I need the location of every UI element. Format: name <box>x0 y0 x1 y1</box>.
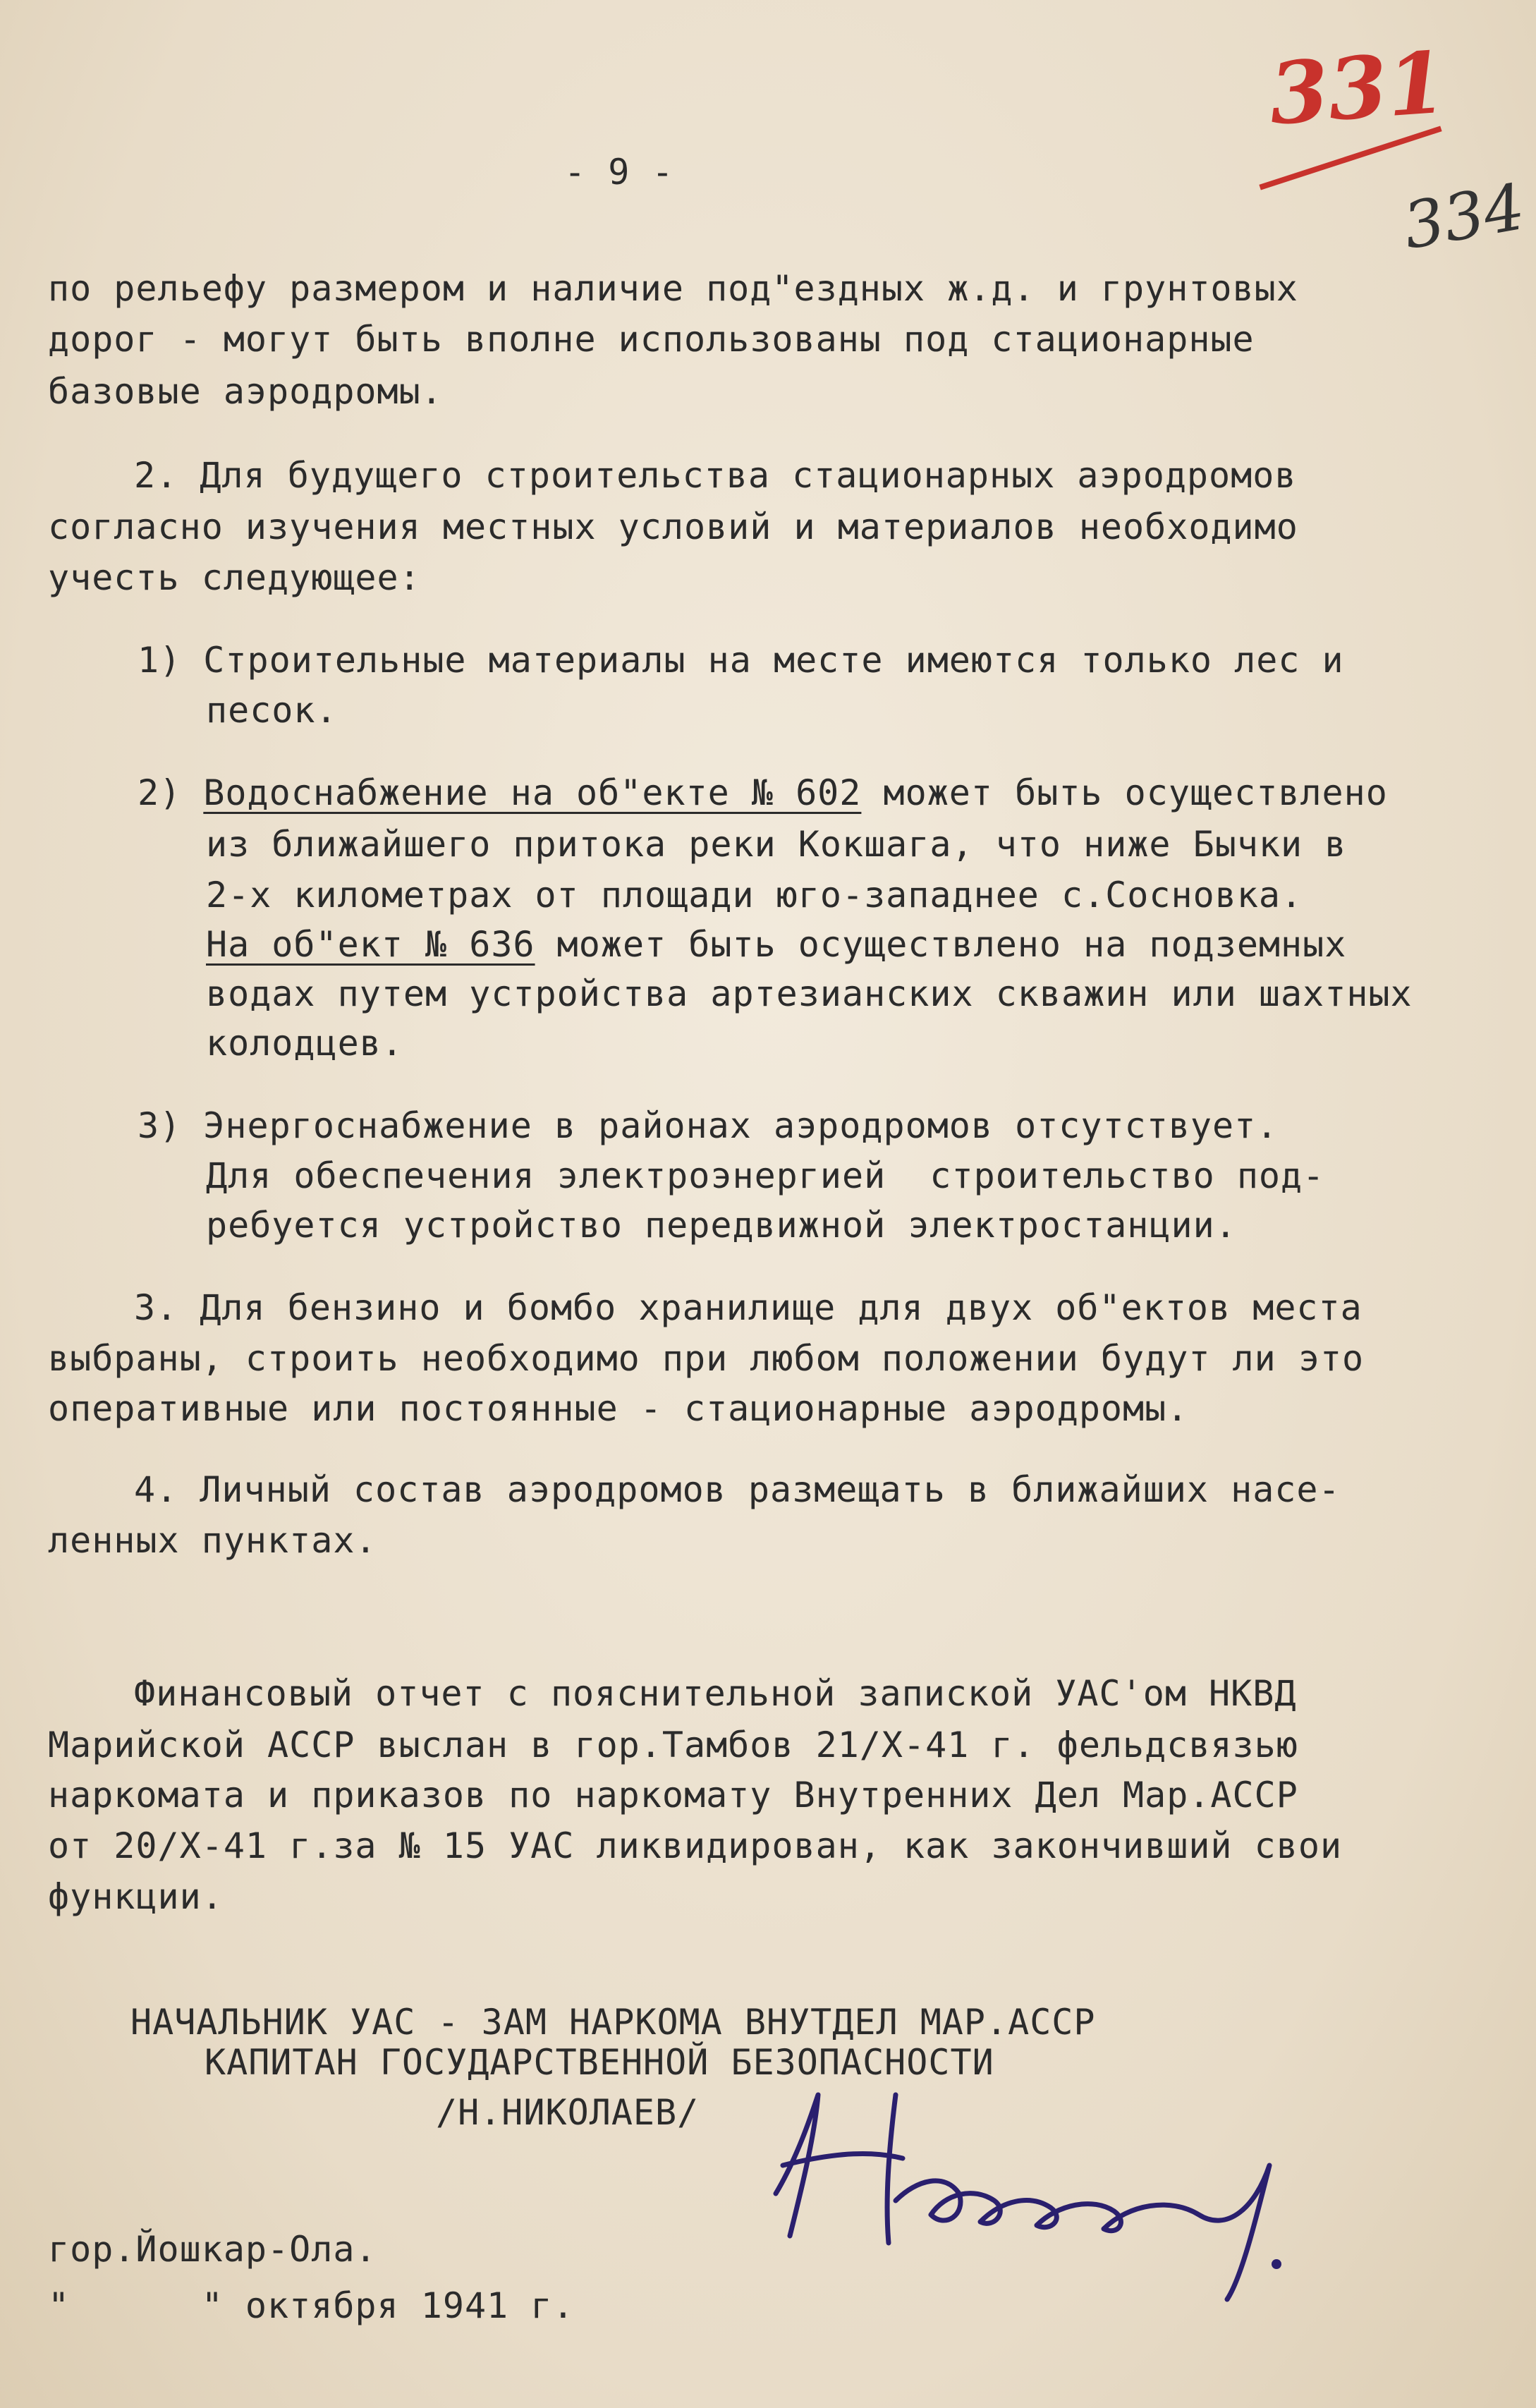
paragraph-line: базовые аэродромы. <box>48 371 443 412</box>
date: " " октября 1941 г. <box>48 2285 575 2326</box>
point-2-heading: 2. Для будущего строительства стационарных аэродромов <box>134 455 1297 496</box>
archive-number-pencil: 334 <box>1398 169 1530 264</box>
item-2-line: колодцев. <box>206 1023 403 1064</box>
place: гор.Йошкар-Ола. <box>48 2229 377 2270</box>
paragraph-line: учесть следующее: <box>48 557 421 598</box>
signoff-rank: КАПИТАН ГОСУДАРСТВЕННОЙ БЕЗОПАСНОСТИ <box>205 2042 994 2083</box>
item-2-line: водах путем устройства артезианских скважин или шахтных <box>206 973 1413 1014</box>
item-3-line: Для обеспечения электроэнергией строительство под- <box>206 1155 1325 1196</box>
finance-line: функции. <box>48 1876 224 1917</box>
signature <box>733 2053 1312 2306</box>
point-4-line: 4. Личный состав аэродромов размещать в ближайших насе- <box>134 1469 1341 1510</box>
archive-number-red: 331 <box>1266 32 1450 145</box>
underlined-object-636: На об"ект № 636 <box>206 924 535 965</box>
page-number: - 9 - <box>564 152 674 193</box>
item-1-line: 1) Строительные материалы на месте имеются только лес и <box>138 640 1344 681</box>
underlined-object-602: Водоснабжение на об"екте № 602 <box>203 772 862 813</box>
item-3-line: 3) Энергоснабжение в районах аэродромов отсутствует. <box>138 1105 1279 1146</box>
item-1-line: песок. <box>206 690 338 731</box>
finance-line: Финансовый отчет с пояснительной запиской УАС'ом НКВД <box>134 1673 1297 1714</box>
finance-line: Марийской АССР выслан в гор.Тамбов 21/Х-41 г. фельдсвязью <box>48 1725 1298 1765</box>
signoff-title: НАЧАЛЬНИК УАС - ЗАМ НАРКОМА ВНУТДЕЛ МАР.АССР <box>130 2002 1096 2043</box>
item-3-line: ребуется устройство передвижной электростанции. <box>206 1205 1237 1246</box>
item-2-line: из ближайшего притока реки Кокшага, что ниже Бычки в <box>206 824 1347 865</box>
paragraph-line: по рельефу размером и наличие под"ездных ж.д. и грунтовых <box>48 268 1298 309</box>
point-4-line: ленных пунктах. <box>48 1520 377 1561</box>
paragraph-line: дорог - могут быть вполне использованы под стационарные <box>48 319 1255 360</box>
point-3-line: оперативные или постоянные - стационарные аэродромы. <box>48 1388 1189 1429</box>
signoff-name: /Н.НИКОЛАЕВ/ <box>436 2092 700 2133</box>
finance-line: от 20/Х-41 г.за № 15 УАС ликвидирован, как закончивший свои <box>48 1825 1343 1866</box>
item-2-line-4: На об"ект № 636 может быть осуществлено на подземных <box>206 924 1347 965</box>
point-3-line: выбраны, строить необходимо при любом положении будут ли это <box>48 1338 1365 1379</box>
paragraph-line: согласно изучения местных условий и материалов необходимо <box>48 506 1298 547</box>
point-3-line: 3. Для бензино и бомбо хранилище для двух об"ектов места <box>134 1287 1363 1328</box>
finance-line: наркомата и приказов по наркомату Внутренних Дел Мар.АССР <box>48 1775 1298 1816</box>
item-2-line: 2-х километрах от площади юго-западнее с.Сосновка. <box>206 875 1303 916</box>
item-2-line-1: 2) Водоснабжение на об"екте № 602 может быть осуществлено <box>138 772 1388 813</box>
